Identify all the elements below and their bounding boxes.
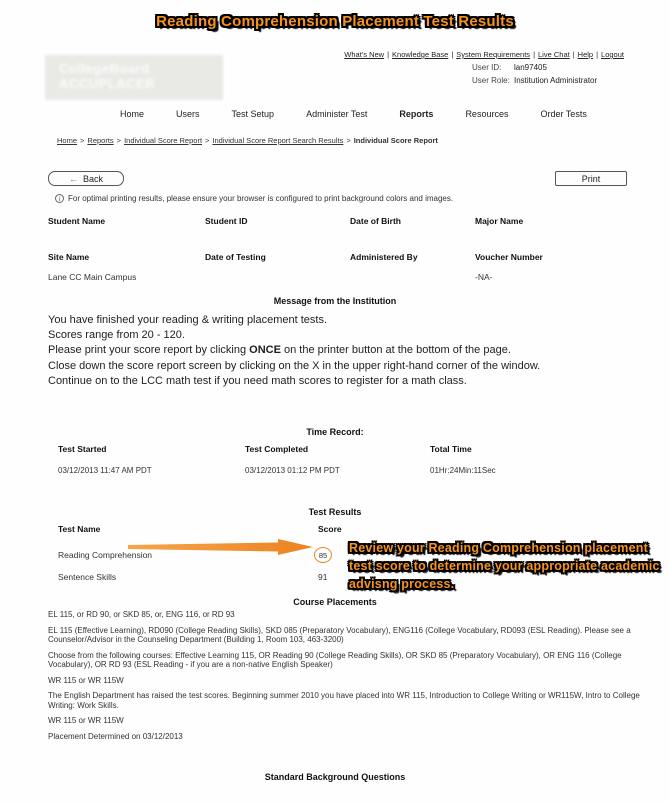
message-line: Continue on to the LCC math test if you need math scores to register for a math class. [48,374,467,387]
user-id-label: User ID: [472,63,502,72]
field-site-name [48,252,205,286]
results-header-row [58,524,362,534]
time-test-completed [245,444,430,475]
message-line-bold: ONCE [249,344,281,357]
crumb-reports[interactable]: Reports [87,136,114,145]
link-whats-new[interactable]: What's New [344,50,385,59]
background-questions-heading: Standard Background Questions [264,772,406,782]
placement-paragraph: EL 115, or RD 90, or SKD 85, or, ENG 116, or RD 93 [48,610,235,619]
user-identity [472,63,624,89]
annotation-arrow-icon [128,538,314,556]
nav-resources[interactable]: Resources [465,109,509,119]
info-icon: i [55,194,64,203]
table-row [58,566,362,588]
time-value: 03/12/2013 11:47 AM PDT [58,466,152,475]
field-value [48,230,205,250]
test-name-header: Test Name [58,524,101,534]
course-placements-heading: Course Placements [293,597,377,607]
placement-paragraph: The English Department has raised the test scores. Beginning summer 2010 you have placed into WR 115, Introduction to College Writing or WR115W, Intro to College Writing: Work Skills. [48,691,640,710]
crumb-current: Individual Score Report [353,136,438,145]
breadcrumb-separator: > [80,136,85,145]
time-value: 03/12/2013 01:12 PM PDT [245,466,340,475]
link-separator: | [572,50,575,59]
field-date-of-testing [205,252,350,286]
test-results-heading: Test Results [308,507,362,517]
message-line [48,343,640,358]
time-total [430,444,640,475]
nav-home[interactable]: Home [120,109,145,119]
print-button[interactable] [555,171,627,186]
time-label: Test Completed [245,444,309,454]
test-results-table [58,524,362,588]
message-line-text: Please print your score report by clicking [48,344,250,357]
field-student-id [205,216,350,250]
breadcrumb-separator: > [116,136,122,145]
link-separator: | [387,50,390,59]
crumb-individual-score-report[interactable]: Individual Score Report [124,136,203,145]
crumb-search-results[interactable]: Individual Score Report Search Results [212,136,344,145]
logo-line1: CollegeBoard [59,61,150,76]
course-placements [48,610,642,747]
field-value [205,266,350,286]
crumb-home[interactable]: Home [57,136,78,145]
field-label: Major Name [475,216,524,226]
nav-users[interactable]: Users [176,109,200,119]
field-value [205,230,350,250]
back-arrow-icon: ← [68,173,78,184]
link-live-chat[interactable]: Live Chat [538,50,570,59]
user-role-label: User Role: [472,76,510,85]
link-system-requirements[interactable]: System Requirements [456,50,531,59]
score-header: Score [318,524,342,534]
time-label: Total Time [430,444,472,454]
user-role-value: Institution Administrator [514,76,598,85]
placement-paragraph: Placement Determined on 03/12/2013 [48,731,183,741]
time-record-heading: Time Record: [306,427,364,437]
placement-paragraph: Choose from the following courses: Effective Learning 115, OR Reading 90 (College Reading Skills), OR SKD 85 (Preparatory Vocabulary), OR ENG 116 (College Vocabulary), OR RD 93 (ESL Reading - if you are a non-native English Speaker) [48,650,622,669]
placement-paragraph: WR 115 or WR 115W [48,716,124,725]
message-line: Scores range from 20 - 120. [48,329,185,342]
logo-line2: ACCUPLACER [59,76,155,91]
nav-administer-test[interactable]: Administer Test [306,109,368,119]
breadcrumb-separator: > [346,136,351,145]
back-button-label: Back [82,173,103,184]
field-value [350,266,475,286]
field-value [475,230,640,250]
field-major-name [475,216,640,250]
field-label: Student ID [205,216,248,226]
nav-order-tests[interactable]: Order Tests [540,109,587,119]
print-note-text: For optimal printing results, please ensure your browser is configured to print background colors and images. [68,194,454,203]
utility-links [344,50,624,59]
test-name: Reading Comprehension [58,550,153,560]
placement-paragraph: EL 115 (Effective Learning), RD090 (College Reading Skills), SKD 085 (Preparatory Vocabulary), ENG116 (College Vocabulary, RD093 (ESL Reading). Please see a Counselor/Advisor in the Counseling Department (Building 1, Room 103, 463-3200) [48,625,631,644]
link-separator: | [451,50,454,59]
breadcrumb [57,136,438,145]
field-voucher-number [475,252,640,286]
message-line: Close down the score report screen by clicking on the X in the upper right-hand corner of the window. [48,359,541,372]
field-label: Voucher Number [475,252,543,262]
field-label: Administered By [350,252,418,262]
field-label: Student Name [48,216,106,226]
nav-reports[interactable]: Reports [399,109,434,119]
student-info [48,216,640,286]
link-separator: | [596,50,599,59]
annotation-title: Reading Comprehension Placement Test Results [156,13,514,30]
test-name: Sentence Skills [58,572,117,582]
message-heading: Message from the Institution [273,296,397,306]
field-value [350,230,475,250]
field-value: Lane CC Main Campus [48,272,137,282]
print-button-label: Print [581,173,601,184]
link-help[interactable]: Help [577,50,594,59]
message-line-text: on the printer button at the bottom of the page. [280,344,511,357]
link-logout[interactable]: Logout [601,50,624,59]
time-label: Test Started [58,444,107,454]
time-record [58,444,640,475]
field-date-of-birth [350,216,475,250]
field-label: Date of Birth [350,216,401,226]
link-knowledge-base[interactable]: Knowledge Base [392,50,449,59]
time-value: 01Hr:24Min:11Sec [430,466,496,475]
field-label: Site Name [48,252,90,262]
institution-message [48,313,640,389]
user-id-value: lan97405 [514,63,547,72]
test-score: 91 [318,572,328,582]
placement-paragraph: WR 115 or WR 115W [48,675,124,685]
accuplacer-logo [45,55,223,100]
field-administered-by [350,252,475,286]
message-line: You have finished your reading & writing placement tests. [48,314,328,326]
field-label: Date of Testing [205,252,266,262]
main-nav [120,109,587,119]
time-test-started [58,444,245,475]
nav-test-setup[interactable]: Test Setup [231,109,275,119]
breadcrumb-separator: > [205,136,210,145]
highlighted-score-circle: 85 [314,547,332,563]
annotation-callout: Review your Reading Comprehension placement test score to determine your appropriate academic advisng process. [349,541,660,591]
field-value: -NA- [475,272,493,282]
back-button[interactable] [48,171,124,186]
print-note [55,194,453,203]
field-student-name [48,216,205,250]
link-separator: | [533,50,536,59]
